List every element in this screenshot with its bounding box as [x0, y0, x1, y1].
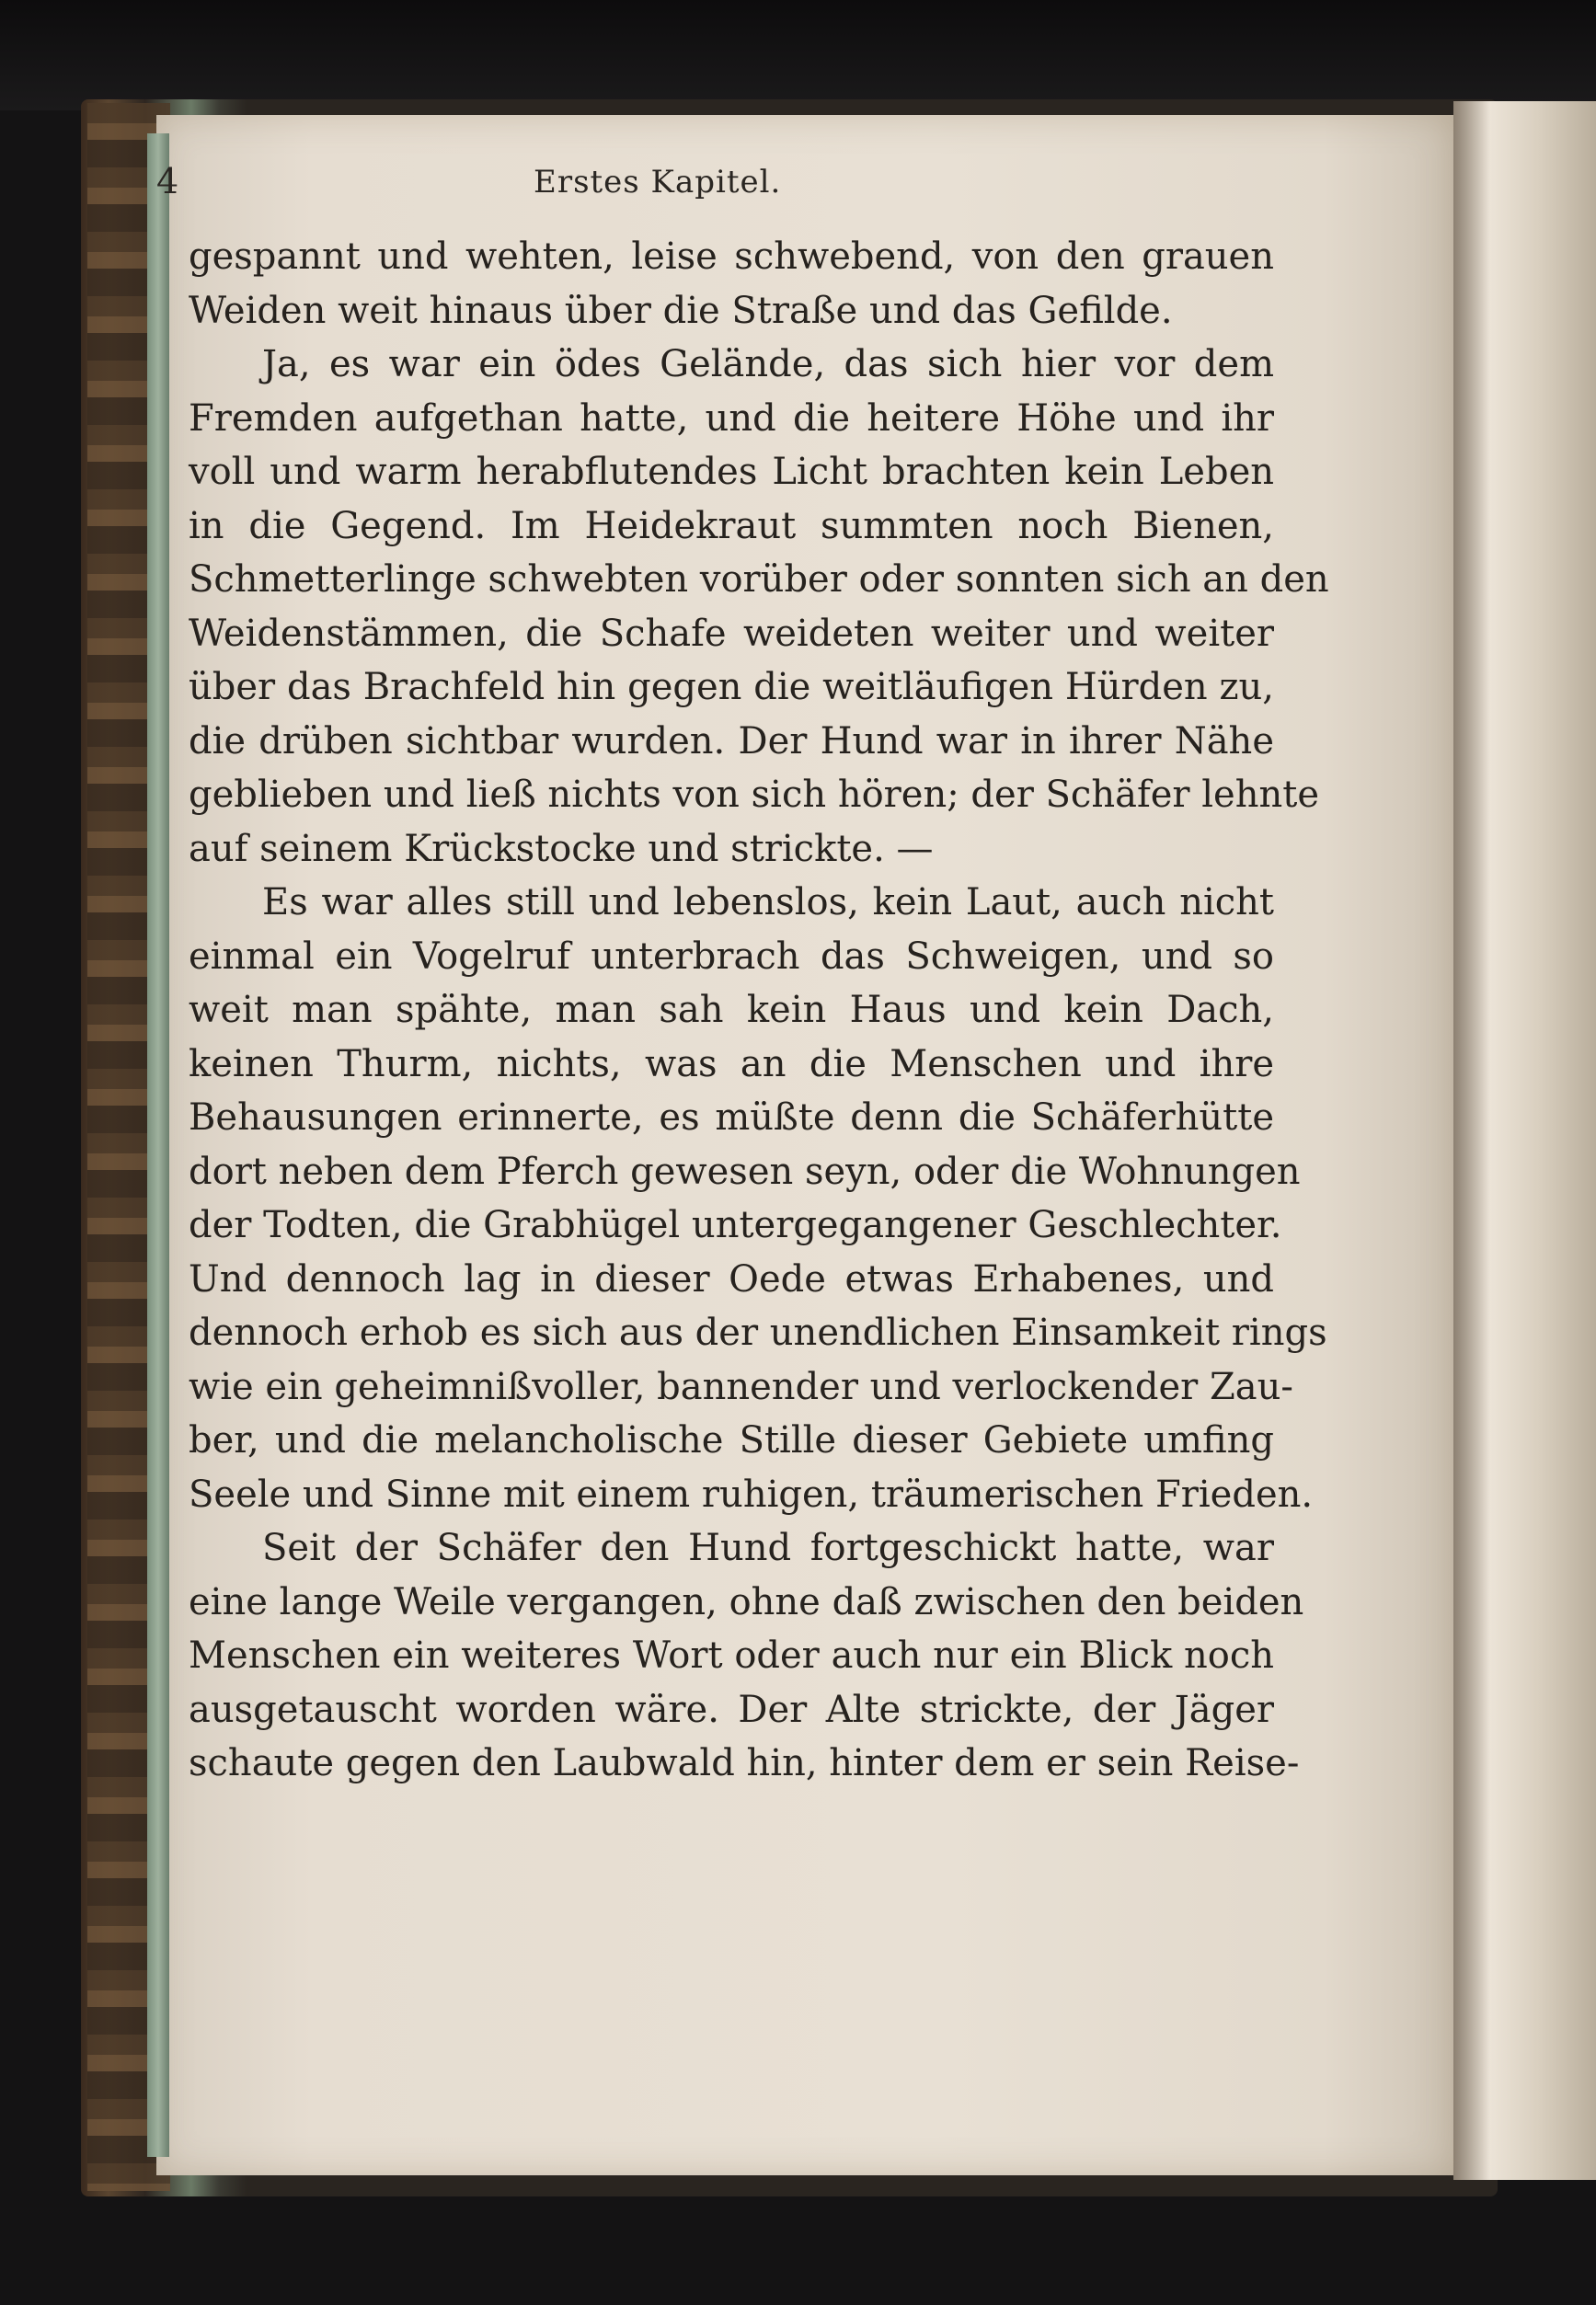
text-line: auf seinem Krückstocke und strickte. — [189, 827, 934, 870]
text-line: Seit der Schäfer den Hund fortgeschickt hatte, war [262, 1527, 1274, 1569]
page-number: 4 [156, 161, 179, 201]
text-line: Fremden aufgethan hatte, und die heitere Höhe und ihr [189, 396, 1274, 440]
text-line: Weiden weit hinaus über die Straße und das Gefilde. [189, 289, 1173, 332]
text-line: voll und warm herabflutendes Licht brachten kein Leben [189, 451, 1274, 493]
text-line: ber, und die melancholische Stille dieser Gebiete umfing [189, 1419, 1274, 1462]
text-line: dort neben dem Pferch gewesen seyn, oder die Wohnungen [189, 1150, 1301, 1193]
body-text [189, 230, 1329, 1791]
gutter-shadow [1453, 101, 1490, 2180]
text-line: Es war alles still und lebenslos, kein Laut, auch nicht [262, 881, 1274, 923]
text-line: wie ein geheimnißvoller, bannender und verlockender Zau- [189, 1365, 1293, 1408]
text-line: der Todten, die Grabhügel untergegangener Geschlechter. [189, 1204, 1282, 1246]
text-line: in die Gegend. Im Heidekraut summten noch Bienen, [189, 504, 1274, 547]
binding-strip [147, 133, 169, 2157]
text-line: schaute gegen den Laubwald hin, hinter dem er sein Reise- [189, 1742, 1300, 1784]
text-line: geblieben und ließ nichts von sich hören; der Schäfer lehnte [189, 774, 1319, 816]
text-line: ausgetauscht worden wäre. Der Alte strickte, der Jäger [189, 1688, 1274, 1731]
text-line: Schmetterlinge schwebten vorüber oder sonnten sich an den [189, 558, 1329, 601]
text-line: Und dennoch lag in dieser Oede etwas Erhabenes, und [189, 1257, 1274, 1301]
running-head: Erstes Kapitel. [534, 164, 782, 201]
text-line: gespannt und wehten, leise schwebend, von den grauen [189, 235, 1274, 278]
text-line: über das Brachfeld hin gegen die weitläufigen Hürden zu, [189, 666, 1274, 708]
text-line: dennoch erhob es sich aus der unendlichen Einsamkeit rings [189, 1312, 1327, 1354]
text-line: Ja, es war ein ödes Gelände, das sich hier vor dem [262, 343, 1274, 385]
text-line: Menschen ein weiteres Wort oder auch nur ein Blick noch [189, 1634, 1274, 1677]
text-line: Weidenstämmen, die Schafe weideten weiter und weiter [189, 612, 1274, 655]
text-line: keinen Thurm, nichts, was an die Menschen und ihre [189, 1042, 1274, 1085]
text-line: die drüben sichtbar wurden. Der Hund war in ihrer Nähe [189, 719, 1274, 763]
text-line: weit man spähte, man sah kein Haus und kein Dach, [189, 989, 1274, 1031]
text-line: einmal ein Vogelruf unterbrach das Schweigen, und so [189, 935, 1274, 978]
text-line: eine lange Weile vergangen, ohne daß zwischen den beiden [189, 1580, 1304, 1623]
text-line: Seele und Sinne mit einem ruhigen, träumerischen Frieden. [189, 1473, 1314, 1516]
text-line: Behausungen erinnerte, es müßte denn die Schäferhütte [189, 1096, 1274, 1139]
background [0, 0, 1596, 110]
